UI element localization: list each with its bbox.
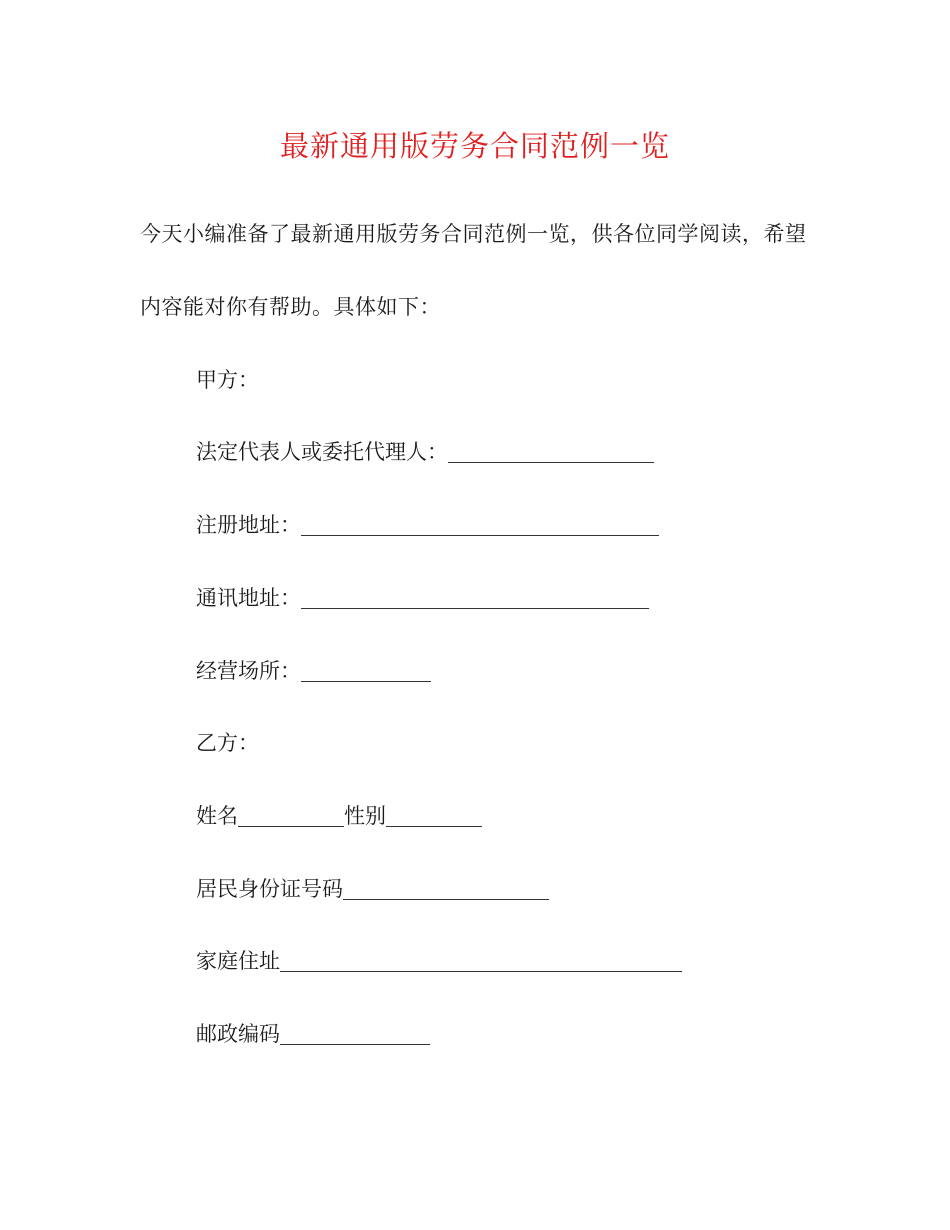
- party-a-heading: [196, 364, 259, 396]
- mailing-address-label: 通讯地址：: [196, 586, 301, 610]
- registered-address-field: [196, 509, 659, 541]
- party-a-heading-label: 甲方：: [196, 368, 259, 392]
- business-premises-label: 经营场所：: [196, 659, 301, 683]
- representative-field: [196, 436, 654, 468]
- home-address-blank[interactable]: [280, 949, 682, 972]
- document-title: 最新通用版劳务合同范例一览: [279, 129, 670, 163]
- business-premises-blank[interactable]: [301, 659, 431, 682]
- postal-code-field: [196, 1018, 430, 1050]
- representative-blank[interactable]: [448, 440, 654, 463]
- registered-address-label: 注册地址：: [196, 513, 301, 537]
- name-gender-field: [196, 800, 482, 832]
- party-b-heading-label: 乙方：: [196, 731, 259, 755]
- postal-code-label: 邮政编码: [196, 1022, 280, 1046]
- intro-paragraph-line-1: 今天小编准备了最新通用版劳务合同范例一览，供各位同学阅读，希望: [140, 222, 807, 246]
- gender-blank[interactable]: [386, 804, 482, 827]
- home-address-label: 家庭住址: [196, 949, 280, 973]
- mailing-address-field: [196, 582, 649, 614]
- name-blank[interactable]: [238, 804, 344, 827]
- registered-address-blank[interactable]: [301, 513, 659, 536]
- business-premises-field: [196, 655, 431, 687]
- representative-label: 法定代表人或委托代理人：: [196, 440, 448, 464]
- name-label: 姓名: [196, 804, 238, 828]
- intro-paragraph-line-2: 内容能对你有帮助。具体如下：: [140, 295, 441, 319]
- id-number-label: 居民身份证号码: [196, 877, 343, 901]
- postal-code-blank[interactable]: [280, 1022, 430, 1045]
- party-b-heading: [196, 727, 259, 759]
- id-number-field: [196, 873, 549, 905]
- home-address-field: [196, 945, 682, 977]
- gender-label: 性别: [344, 804, 386, 828]
- mailing-address-blank[interactable]: [301, 586, 649, 609]
- id-number-blank[interactable]: [343, 877, 549, 900]
